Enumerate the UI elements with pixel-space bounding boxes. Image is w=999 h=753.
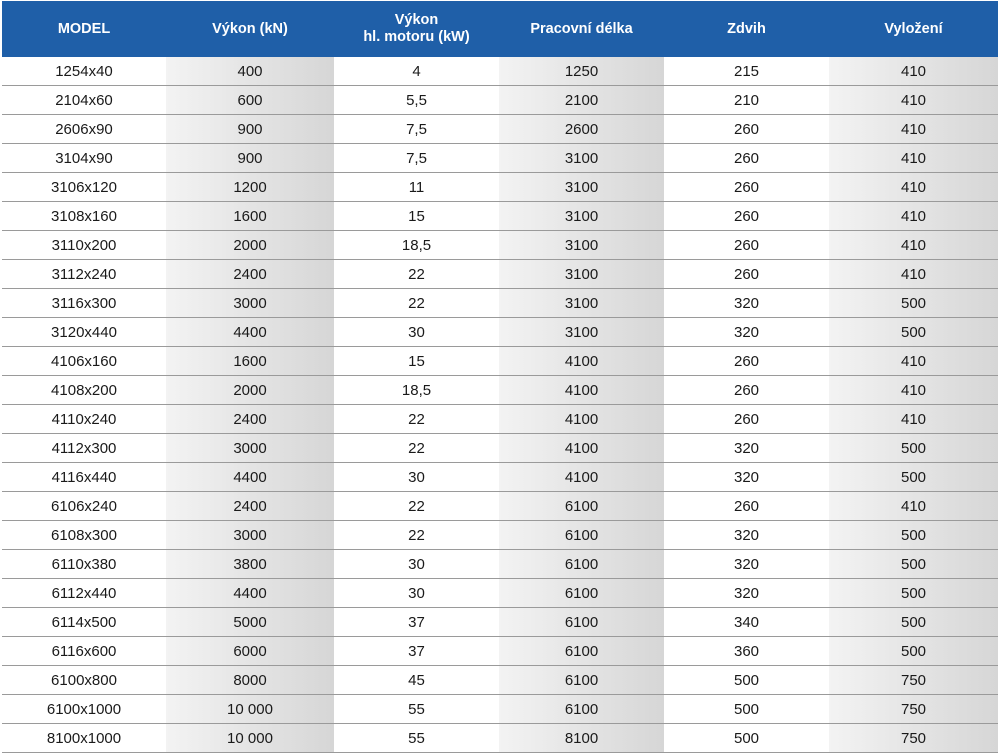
cell-model: 6110x380 (2, 550, 166, 579)
cell-motor-power: 4 (334, 57, 499, 86)
cell-motor-power: 15 (334, 202, 499, 231)
cell-model: 6114x500 (2, 608, 166, 637)
cell-motor-power: 7,5 (334, 144, 499, 173)
cell-working-length: 6100 (499, 550, 664, 579)
cell-working-length: 4100 (499, 405, 664, 434)
cell-motor-power: 11 (334, 173, 499, 202)
cell-motor-power: 22 (334, 405, 499, 434)
cell-force: 10 000 (166, 724, 334, 753)
cell-force: 10 000 (166, 695, 334, 724)
cell-working-length: 6100 (499, 695, 664, 724)
table-row (2, 434, 998, 463)
table-row (2, 289, 998, 318)
cell-stroke: 320 (664, 463, 829, 492)
cell-reach: 410 (829, 260, 998, 289)
table-row (2, 57, 998, 86)
cell-motor-power: 30 (334, 579, 499, 608)
header-motor-power (334, 1, 499, 57)
cell-force: 400 (166, 57, 334, 86)
cell-working-length: 3100 (499, 318, 664, 347)
cell-working-length: 6100 (499, 521, 664, 550)
cell-model: 3110x200 (2, 231, 166, 260)
cell-stroke: 500 (664, 666, 829, 695)
cell-force: 1200 (166, 173, 334, 202)
cell-model: 8100x1000 (2, 724, 166, 753)
cell-reach: 410 (829, 347, 998, 376)
cell-stroke: 500 (664, 724, 829, 753)
table-row (2, 724, 998, 753)
table-row (2, 347, 998, 376)
cell-stroke: 320 (664, 550, 829, 579)
cell-working-length: 4100 (499, 463, 664, 492)
cell-force: 1600 (166, 347, 334, 376)
cell-model: 1254x40 (2, 57, 166, 86)
cell-working-length: 6100 (499, 492, 664, 521)
table-row (2, 144, 998, 173)
cell-motor-power: 30 (334, 463, 499, 492)
cell-force: 4400 (166, 463, 334, 492)
cell-reach: 410 (829, 492, 998, 521)
table-row (2, 86, 998, 115)
cell-force: 3000 (166, 434, 334, 463)
cell-force: 2400 (166, 405, 334, 434)
table-row (2, 521, 998, 550)
cell-working-length: 4100 (499, 347, 664, 376)
table-row (2, 405, 998, 434)
cell-working-length: 3100 (499, 202, 664, 231)
cell-working-length: 6100 (499, 637, 664, 666)
cell-model: 4106x160 (2, 347, 166, 376)
cell-motor-power: 5,5 (334, 86, 499, 115)
cell-motor-power: 22 (334, 434, 499, 463)
table-row (2, 318, 998, 347)
cell-stroke: 215 (664, 57, 829, 86)
cell-stroke: 320 (664, 289, 829, 318)
cell-working-length: 6100 (499, 666, 664, 695)
cell-stroke: 320 (664, 318, 829, 347)
cell-force: 600 (166, 86, 334, 115)
header-row (2, 1, 998, 57)
cell-force: 8000 (166, 666, 334, 695)
cell-working-length: 3100 (499, 173, 664, 202)
cell-motor-power: 22 (334, 260, 499, 289)
cell-force: 3000 (166, 521, 334, 550)
cell-stroke: 360 (664, 637, 829, 666)
cell-model: 4116x440 (2, 463, 166, 492)
cell-stroke: 260 (664, 202, 829, 231)
cell-force: 3000 (166, 289, 334, 318)
header-motor-power-line-1: Výkon (394, 12, 439, 28)
table-row (2, 376, 998, 405)
header-working-length: Pracovní délka (499, 1, 664, 57)
cell-model: 4108x200 (2, 376, 166, 405)
cell-force: 900 (166, 115, 334, 144)
cell-stroke: 260 (664, 115, 829, 144)
cell-model: 4112x300 (2, 434, 166, 463)
cell-reach: 500 (829, 521, 998, 550)
cell-working-length: 3100 (499, 289, 664, 318)
cell-stroke: 210 (664, 86, 829, 115)
cell-reach: 500 (829, 579, 998, 608)
table-row (2, 608, 998, 637)
cell-reach: 500 (829, 608, 998, 637)
cell-working-length: 2100 (499, 86, 664, 115)
cell-model: 3112x240 (2, 260, 166, 289)
cell-force: 4400 (166, 318, 334, 347)
cell-reach: 500 (829, 637, 998, 666)
cell-force: 1600 (166, 202, 334, 231)
cell-stroke: 260 (664, 231, 829, 260)
cell-stroke: 260 (664, 405, 829, 434)
cell-force: 6000 (166, 637, 334, 666)
cell-model: 3108x160 (2, 202, 166, 231)
cell-model: 3106x120 (2, 173, 166, 202)
cell-motor-power: 22 (334, 492, 499, 521)
cell-reach: 500 (829, 318, 998, 347)
table-row (2, 695, 998, 724)
cell-force: 2400 (166, 492, 334, 521)
cell-motor-power: 30 (334, 318, 499, 347)
cell-working-length: 4100 (499, 376, 664, 405)
table-row (2, 550, 998, 579)
cell-model: 3116x300 (2, 289, 166, 318)
cell-motor-power: 55 (334, 695, 499, 724)
table-body (2, 57, 998, 753)
cell-model: 2104x60 (2, 86, 166, 115)
cell-motor-power: 7,5 (334, 115, 499, 144)
cell-working-length: 4100 (499, 434, 664, 463)
table-row (2, 202, 998, 231)
cell-reach: 750 (829, 666, 998, 695)
cell-stroke: 320 (664, 521, 829, 550)
cell-model: 6106x240 (2, 492, 166, 521)
cell-reach: 410 (829, 115, 998, 144)
header-stroke: Zdvih (664, 1, 829, 57)
cell-working-length: 3100 (499, 231, 664, 260)
cell-reach: 410 (829, 231, 998, 260)
cell-force: 2400 (166, 260, 334, 289)
cell-reach: 500 (829, 550, 998, 579)
table-row (2, 260, 998, 289)
cell-stroke: 320 (664, 579, 829, 608)
cell-reach: 410 (829, 144, 998, 173)
cell-model: 6116x600 (2, 637, 166, 666)
spec-table (2, 1, 998, 753)
cell-reach: 410 (829, 376, 998, 405)
cell-stroke: 500 (664, 695, 829, 724)
table-row (2, 492, 998, 521)
cell-stroke: 320 (664, 434, 829, 463)
header-model: MODEL (2, 1, 166, 57)
cell-motor-power: 18,5 (334, 231, 499, 260)
table-row (2, 637, 998, 666)
cell-working-length: 1250 (499, 57, 664, 86)
cell-model: 2606x90 (2, 115, 166, 144)
cell-force: 3800 (166, 550, 334, 579)
cell-force: 5000 (166, 608, 334, 637)
header-motor-power-line-2: hl. motoru (kW) (363, 29, 470, 45)
cell-motor-power: 18,5 (334, 376, 499, 405)
cell-motor-power: 22 (334, 521, 499, 550)
cell-motor-power: 37 (334, 608, 499, 637)
cell-stroke: 260 (664, 376, 829, 405)
cell-stroke: 260 (664, 173, 829, 202)
cell-force: 4400 (166, 579, 334, 608)
header-reach: Vyložení (829, 1, 998, 57)
cell-model: 6108x300 (2, 521, 166, 550)
cell-motor-power: 22 (334, 289, 499, 318)
cell-model: 6112x440 (2, 579, 166, 608)
table-row (2, 115, 998, 144)
cell-reach: 500 (829, 434, 998, 463)
cell-motor-power: 45 (334, 666, 499, 695)
cell-working-length: 3100 (499, 144, 664, 173)
cell-reach: 410 (829, 86, 998, 115)
cell-reach: 500 (829, 463, 998, 492)
cell-reach: 410 (829, 202, 998, 231)
table-row (2, 579, 998, 608)
cell-model: 3104x90 (2, 144, 166, 173)
cell-motor-power: 30 (334, 550, 499, 579)
cell-model: 3120x440 (2, 318, 166, 347)
cell-model: 6100x800 (2, 666, 166, 695)
cell-model: 4110x240 (2, 405, 166, 434)
cell-motor-power: 55 (334, 724, 499, 753)
table-row (2, 173, 998, 202)
cell-force: 2000 (166, 376, 334, 405)
cell-force: 2000 (166, 231, 334, 260)
cell-stroke: 260 (664, 144, 829, 173)
cell-motor-power: 15 (334, 347, 499, 376)
cell-reach: 410 (829, 405, 998, 434)
cell-stroke: 260 (664, 347, 829, 376)
cell-working-length: 3100 (499, 260, 664, 289)
table-row (2, 231, 998, 260)
cell-model: 6100x1000 (2, 695, 166, 724)
cell-stroke: 340 (664, 608, 829, 637)
table-row (2, 463, 998, 492)
table-row (2, 666, 998, 695)
cell-reach: 410 (829, 57, 998, 86)
cell-reach: 410 (829, 173, 998, 202)
cell-working-length: 6100 (499, 608, 664, 637)
cell-motor-power: 37 (334, 637, 499, 666)
cell-reach: 500 (829, 289, 998, 318)
cell-stroke: 260 (664, 492, 829, 521)
cell-stroke: 260 (664, 260, 829, 289)
cell-working-length: 6100 (499, 579, 664, 608)
cell-reach: 750 (829, 724, 998, 753)
cell-working-length: 2600 (499, 115, 664, 144)
cell-force: 900 (166, 144, 334, 173)
header-force: Výkon (kN) (166, 1, 334, 57)
cell-reach: 750 (829, 695, 998, 724)
cell-working-length: 8100 (499, 724, 664, 753)
